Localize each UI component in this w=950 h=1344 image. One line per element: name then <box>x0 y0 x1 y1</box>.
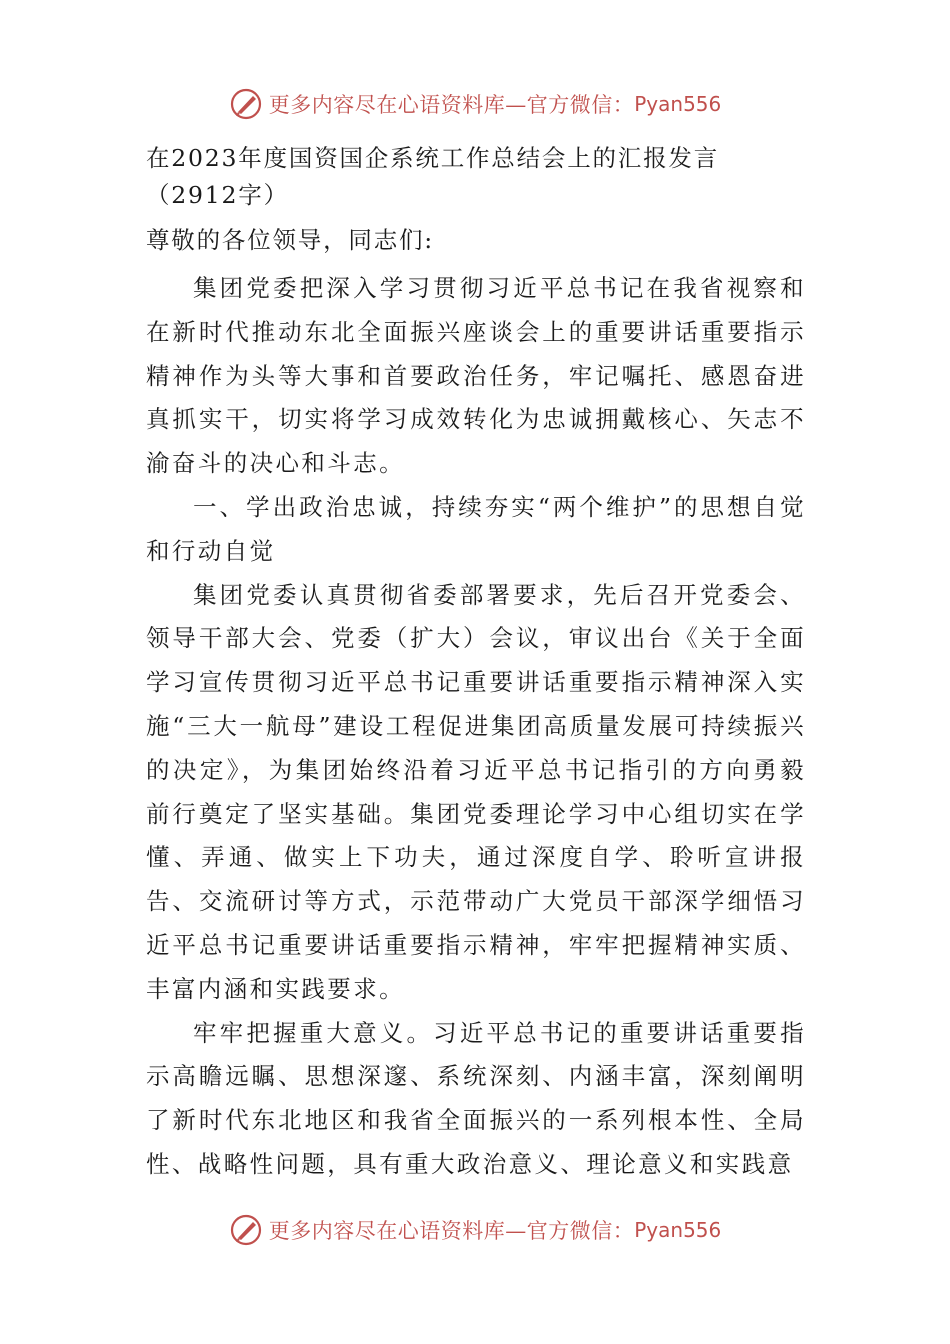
watermark-wechat-id: Pyan556 <box>634 1218 722 1242</box>
paragraph-intro: 集团党委把深入学习贯彻习近平总书记在我省视察和在新时代推动东北全面振兴座谈会上的重要讲话重要指示精神作为头等大事和首要政治任务，牢记嘱托、感恩奋进真抓实干，切实将学习成效转化为忠诚拥戴核心、矢志不渝奋斗的决心和斗志。 <box>146 274 806 478</box>
watermark-text: 更多内容尽在心语资料库—官方微信： <box>268 93 635 117</box>
document-body <box>146 140 806 1187</box>
paragraph-significance: 牢牢把握重大意义。习近平总书记的重要讲话重要指示高瞻远瞩、思想深邃、系统深刻、内涵丰富，深刻阐明了新时代东北地区和我省全面振兴的一系列根本性、全局性、战略性问题，具有重大政治意义、理论意义和实践意 <box>146 1018 806 1178</box>
watermark-text: 更多内容尽在心语资料库—官方微信： <box>268 1219 635 1243</box>
salutation: 尊敬的各位领导，同志们: <box>146 226 435 254</box>
watermark-banner-top <box>0 84 950 124</box>
watermark-wechat-id: Pyan556 <box>634 92 722 116</box>
pen-logo-icon <box>229 1213 263 1247</box>
section-heading-1: 一、学出政治忠诚，持续夯实“两个维护”的思想自觉和行动自觉 <box>146 492 806 565</box>
watermark-banner-bottom <box>0 1210 950 1250</box>
paragraph-party-committee: 集团党委认真贯彻省委部署要求，先后召开党委会、领导干部大会、党委（扩大）会议，审议出台《关于全面学习宣传贯彻习近平总书记重要讲话重要指示精神深入实施“三大一航母”建设工程促进集团高质量发展可持续振兴的决定》，为集团始终沿着习近平总书记指引的方向勇毅前行奠定了坚实基础。集团党委理论学习中心组切实在学懂、弄通、做实上下功夫，通过深度自学、聆听宣讲报告、交流研讨等方式，示范带动广大党员干部深学细悟习近平总书记重要讲话重要指示精神，牢牢把握精神实质、丰富内涵和实践要求。 <box>146 580 806 1003</box>
pen-logo-icon <box>229 87 263 121</box>
document-title: 在2023年度国资国企系统工作总结会上的汇报发言（2912字） <box>146 144 720 209</box>
